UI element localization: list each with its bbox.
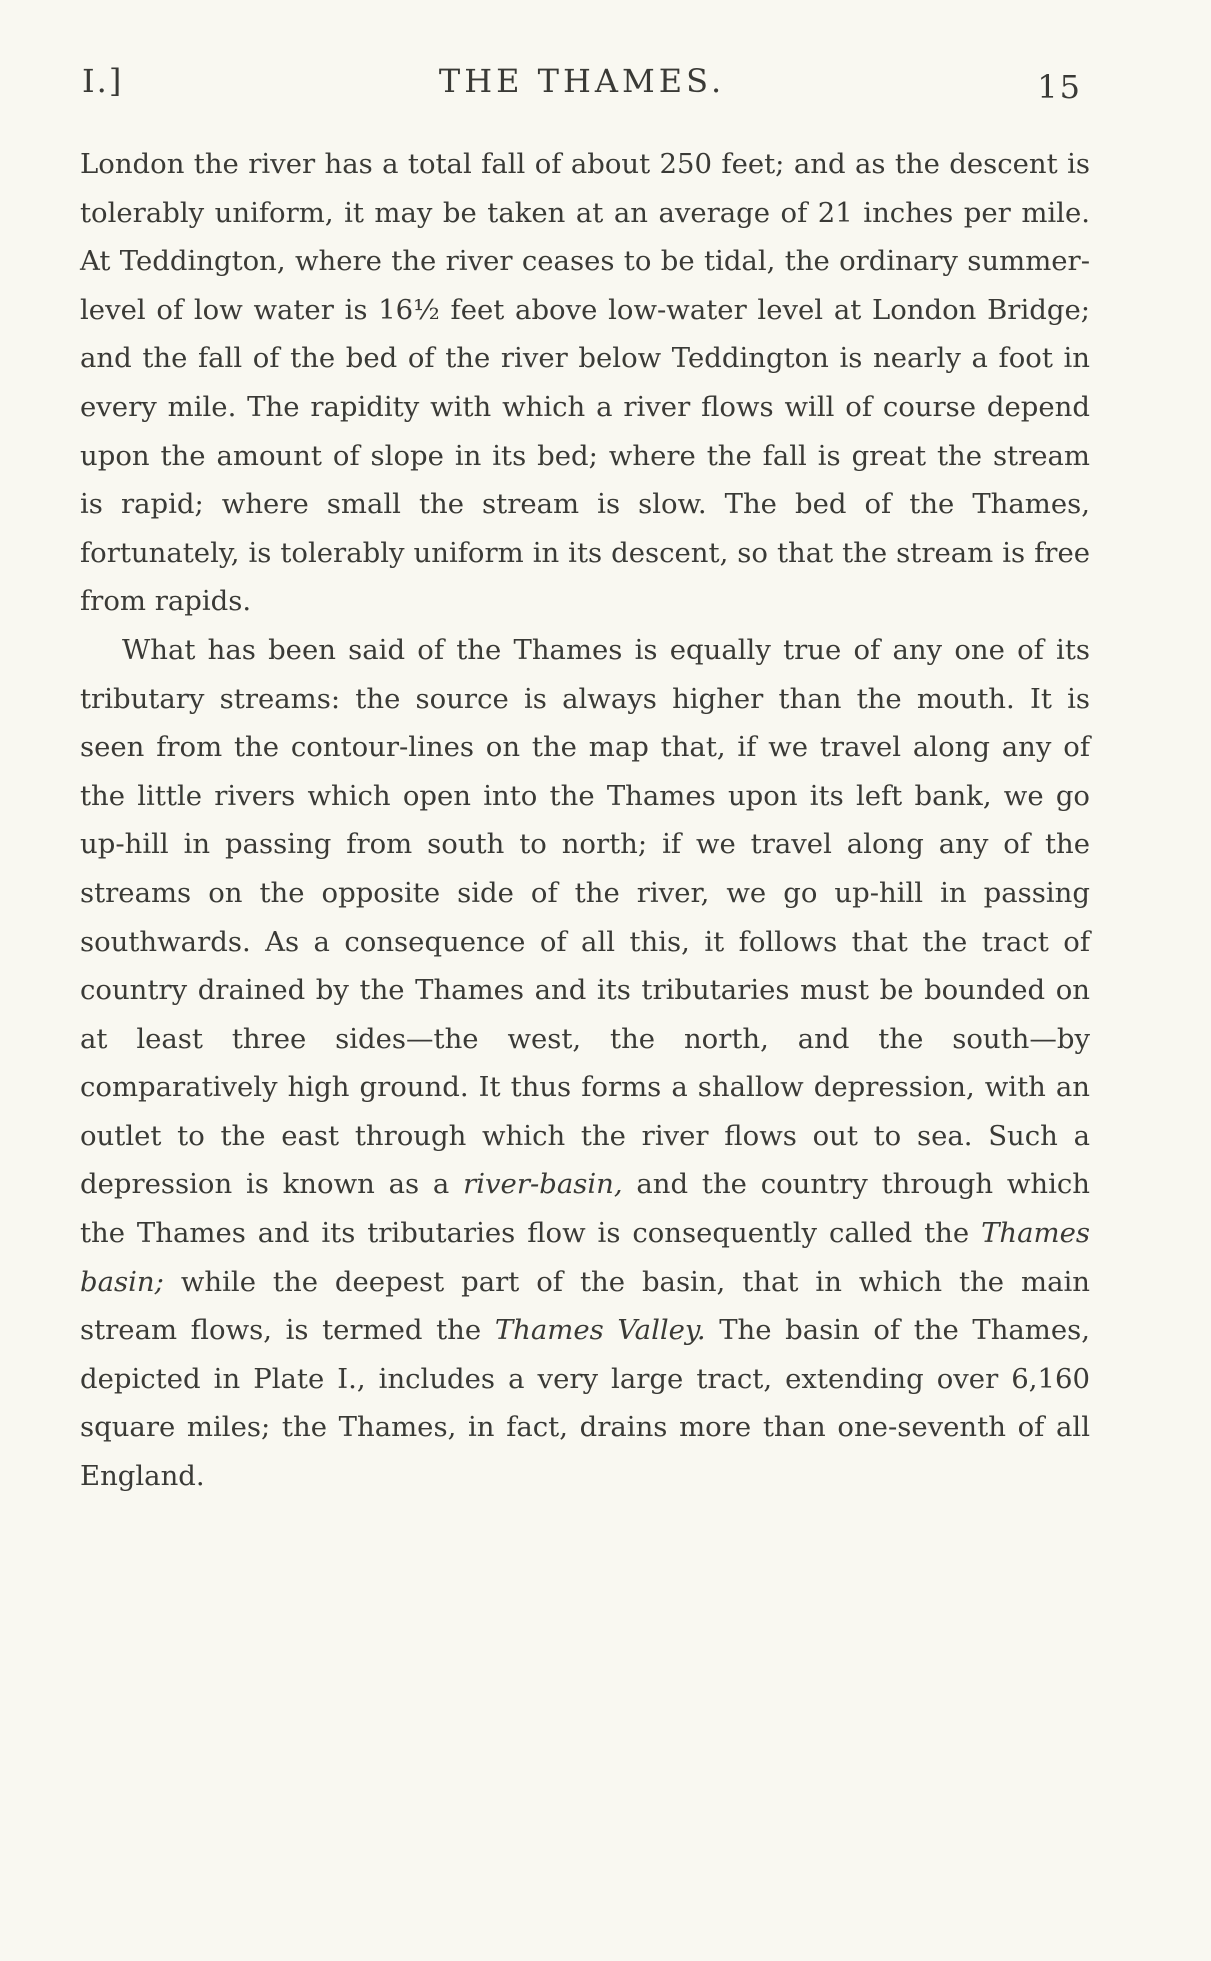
paragraph-text: while the deepest part of the basin, that in which the main stream flows, is termed the: [80, 1265, 1090, 1347]
page-number: 15: [1037, 68, 1082, 106]
paragraph-continued: London the river has a total fall of about 250 feet; and as the descent is tolerably uniform, it may be taken at an average of 21 inches per mile. At Teddington, where the river ceases to be tidal, the ordinary summer-level of low water is 16½ feet above low-water level at London Bridge; and the fall of the bed of the river below Teddington is nearly a foot in every mile. The rapidity with which a river flows will of course depend upon the amount of slope in its bed; where the fall is great the stream is rapid; where small the stream is slow. The bed of the Thames, fortunately, is tolerably uniform in its descent, so that the stream is free from rapids.: [80, 148, 1090, 618]
term-river-basin: river-basin,: [463, 1168, 623, 1201]
paragraph-text: The basin of the Thames, depicted in Plate I., includes a very large tract, extending over 6,160 square miles; the Thames, in fact, drains more than one-seventh of all England.: [80, 1314, 1091, 1493]
paragraph-text: and the country through which the Thames and its tributaries flow is consequently called the: [80, 1168, 1090, 1250]
running-header: [82, 62, 1082, 112]
term-thames-valley: Thames Valley.: [494, 1314, 706, 1347]
paragraph-text: What has been said of the Thames is equally true of any one of its tributary streams: the source is always higher than the mouth. It is seen from the contour-lines on the map that, if we travel along any of the little rivers which open into the Thames upon its left bank, we go up-hill in passing from south to north; if we travel along any of the streams on the opposite side of the river, we go up-hill in passing southwards. As a consequence of all this, it follows that the tract of country drained by the Thames and its tributaries must be bounded on at least three sides—the west, the north, and the south—by comparatively high ground. It thus forms a shallow depression, with an outlet to the east through which the river flows out to sea. Such a depression is known as a: [80, 633, 1090, 1201]
paragraph: [80, 626, 1090, 1501]
body-text: [80, 140, 1090, 1501]
page-title: THE THAMES.: [438, 62, 726, 100]
term-thames-basin: Thames basin;: [80, 1217, 1090, 1298]
chapter-number: I.]: [82, 62, 124, 100]
